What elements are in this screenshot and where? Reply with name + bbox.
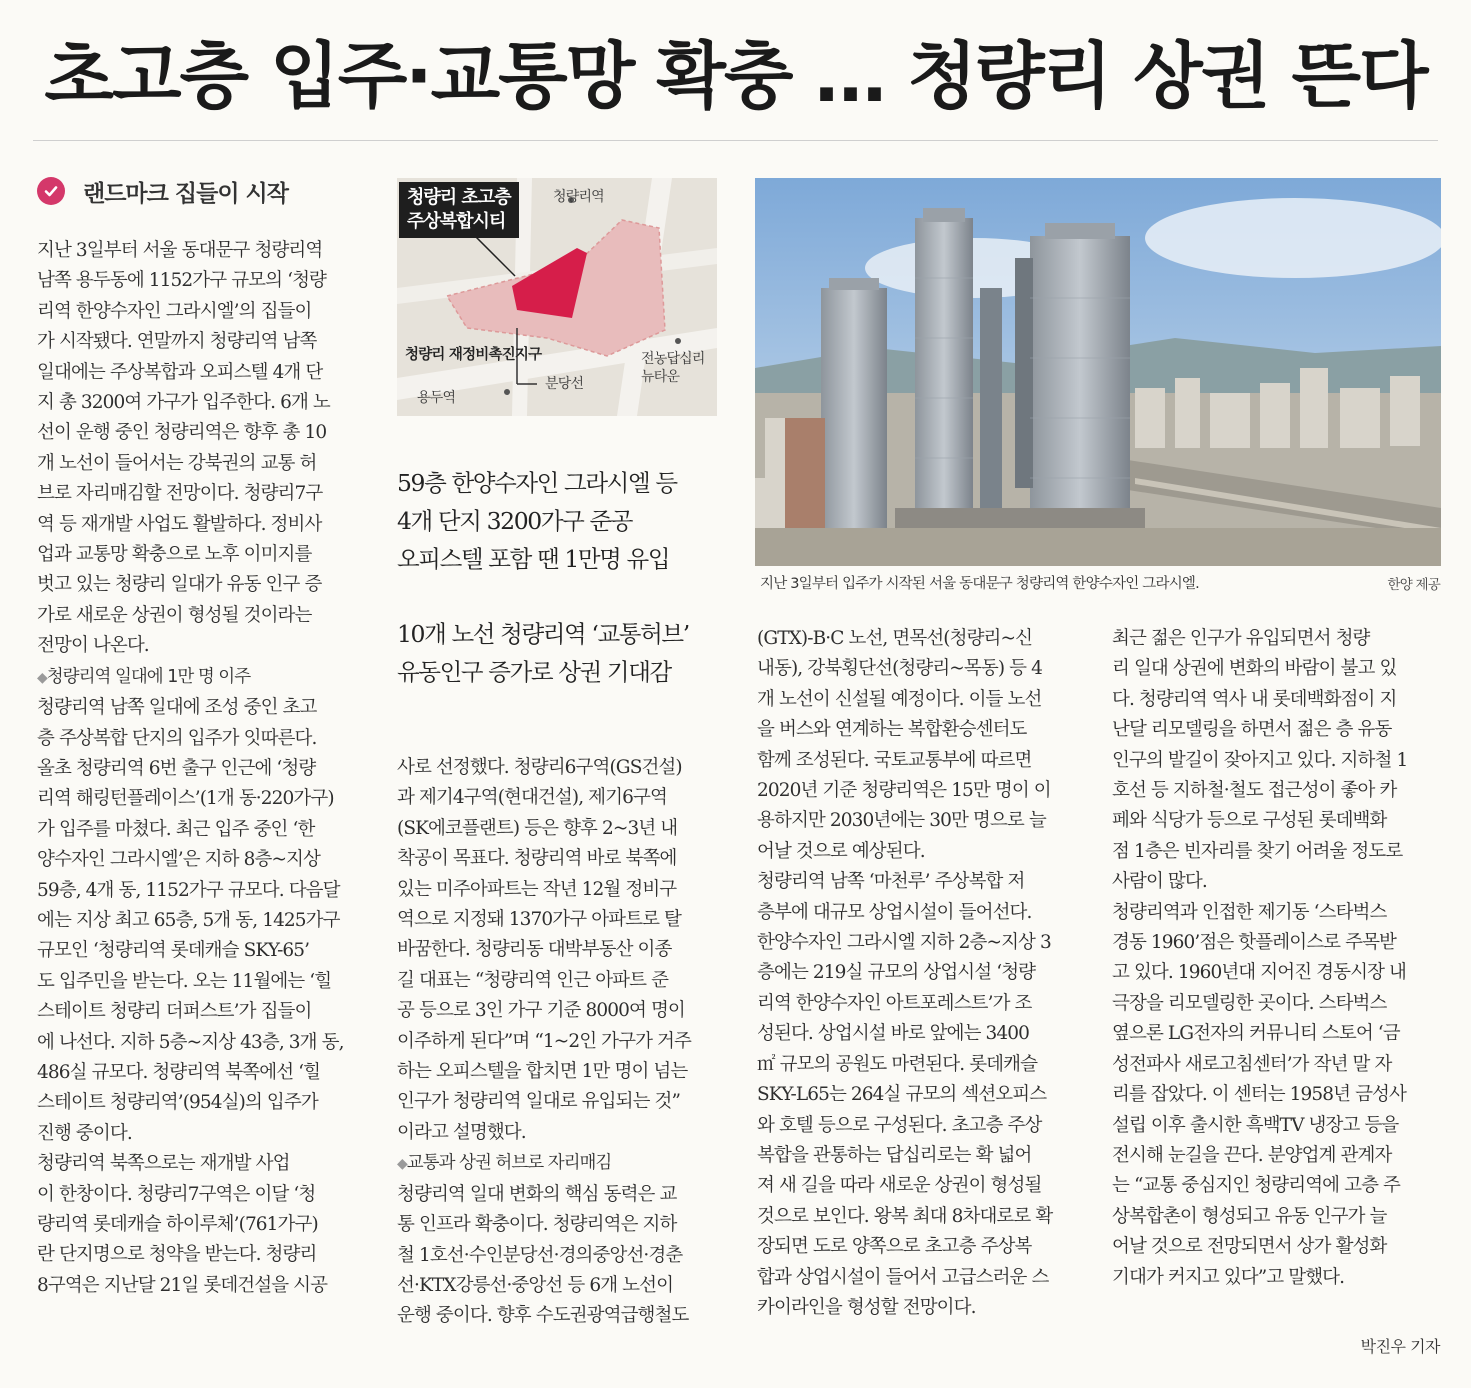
zone-label: 청량리 재정비촉진지구 — [405, 347, 542, 363]
text-line: 점 1층은 빈자리를 찾기 어려울 정도로 — [1112, 840, 1403, 862]
text-line: 져 새 길을 따라 새로운 상권이 형성될 — [757, 1175, 1042, 1197]
photo-caption-text: 지난 3일부터 입주가 시작된 서울 동대문구 청량리역 한양수자인 그라시엘. — [760, 576, 1199, 592]
text-line: 상복합촌이 형성되고 유동 인구가 늘 — [1112, 1205, 1387, 1227]
building-photo — [755, 178, 1441, 566]
text-line: 철 1호선·수인분당선·경의중앙선·경춘 — [397, 1244, 683, 1266]
text-line: (SK에코플랜트) 등은 향후 2~3년 내 — [397, 817, 678, 839]
text-line: 을 버스와 연계하는 복합환승센터도 — [757, 719, 1027, 741]
location-map — [397, 178, 717, 416]
text-line: 는 “교통 중심지인 청량리역에 고층 주 — [1112, 1175, 1401, 1197]
text-line: 성된다. 상업시설 바로 앞에는 3400 — [757, 1023, 1030, 1045]
text-line: 최근 젊은 인구가 유입되면서 청량 — [1112, 628, 1370, 649]
byline: 박진우 기자 — [1360, 1337, 1440, 1356]
text-line: 경동 1960’점은 핫플레이스로 주목받 — [1112, 932, 1397, 954]
text-line: 극장을 리모델링한 곳이다. 스타벅스 — [1112, 992, 1387, 1014]
text-line: 역 등 재개발 사업도 활발하다. 정비사 — [37, 513, 322, 535]
text-line: 선·KTX강릉선·중앙선 등 6개 노선이 — [397, 1274, 674, 1296]
text-line: 일대에는 주상복합과 오피스텔 4개 단 — [37, 361, 323, 383]
text-line: 올초 청량리역 6번 출구 인근에 ‘청량 — [37, 757, 316, 779]
diamond-icon: ◆ — [37, 669, 47, 686]
text-line: ㎡ 규모의 공원도 마련된다. 롯데캐슬 — [757, 1053, 1038, 1075]
text-line: 가로 새로운 상권이 형성될 것이라는 — [37, 604, 312, 626]
article-column-4 — [1112, 624, 1447, 1293]
text-line: 청량리역 남쪽 일대에 조성 중인 초고 — [37, 697, 317, 719]
text-line: 용하지만 2030년에는 30만 명으로 늘 — [757, 810, 1046, 832]
text-line: 바꿈한다. 청량리동 대박부동산 이종 — [397, 939, 672, 961]
subheading: ◆청량리역 일대에 1만 명 이주 — [37, 666, 251, 687]
text-line: 란 단지명으로 청약을 받는다. 청량리 — [37, 1244, 317, 1266]
text-line: 양수자인 그라시엘’은 지하 8층~지상 — [37, 849, 320, 871]
text-line: 도 입주민을 받는다. 오는 11월에는 ‘힐 — [37, 970, 332, 992]
text-line: 하는 오피스텔을 합치면 1만 명이 넘는 — [397, 1061, 688, 1083]
diamond-icon: ◆ — [397, 1156, 407, 1173]
text-line: SKY-L65는 264실 규모의 섹션오피스 — [757, 1084, 1047, 1106]
text-line: 남쪽 용두동에 1152가구 규모의 ‘청량 — [37, 270, 327, 292]
article-column-2 — [397, 753, 732, 1332]
text-line: 개 노선이 들어서는 강북권의 교통 허 — [37, 452, 317, 474]
text-line: 개 노선이 신설될 예정이다. 이들 노선 — [757, 688, 1042, 710]
text-line: 난달 리모델링을 하면서 젊은 층 유동 — [1112, 719, 1392, 741]
headline: 초고층 입주·교통망 확충 … 청량리 상권 뜬다 — [44, 34, 1427, 118]
text-line: 486실 규모다. 청량리역 북쪽에선 ‘힐 — [37, 1061, 321, 1083]
text-line: 인구가 청량리역 일대로 유입되는 것” — [397, 1091, 681, 1113]
text-line: 청량리역과 인접한 제기동 ‘스타벅스 — [1112, 901, 1387, 923]
text-line: 지난 3일부터 서울 동대문구 청량리역 — [37, 240, 323, 261]
text-line: 어날 것으로 전망되면서 상가 활성화 — [1112, 1236, 1387, 1258]
text-line: 2020년 기준 청량리역은 15만 명이 이 — [757, 780, 1051, 802]
photo-credit: 한양 제공 — [1387, 577, 1440, 593]
text-line: 전시해 눈길을 끈다. 분양업계 관계자 — [1112, 1144, 1392, 1166]
text-line: 8구역은 지난달 21일 롯데건설을 시공 — [37, 1274, 328, 1296]
text-line: 이라고 설명했다. — [397, 1121, 526, 1143]
text-line: 리역 해링턴플레이스’(1개 동·220가구) — [37, 788, 334, 810]
check-circle-icon — [37, 177, 65, 205]
text-line: 고 있다. 1960년대 지어진 경동시장 내 — [1112, 962, 1406, 984]
text-line: 운행 중이다. 향후 수도권광역급행철도 — [397, 1305, 689, 1327]
text-line: 페와 식당가 등으로 구성된 롯데백화 — [1112, 810, 1387, 832]
text-line: 스테이트 청량리역’(954실)의 입주가 — [37, 1092, 318, 1114]
text-line: 청량리역 북쪽으로는 재개발 사업 — [37, 1153, 290, 1175]
photo-caption — [760, 572, 1440, 593]
text-line: 규모인 ‘청량리역 롯데캐슬 SKY-65’ — [37, 940, 310, 962]
text-line: 함께 조성된다. 국토교통부에 따르면 — [757, 749, 1032, 771]
article-column-1 — [37, 236, 372, 1301]
section-header — [37, 172, 288, 210]
text-line: 성전파사 새로고침센터’가 작년 말 자 — [1112, 1053, 1392, 1075]
text-line: 설립 이후 출시한 흑백TV 냉장고 등을 — [1112, 1114, 1399, 1136]
text-line: (GTX)-B·C 노선, 면목선(청량리~신 — [757, 628, 1033, 649]
text-line: 이주하게 된다”며 “1~2인 가구가 거주 — [397, 1030, 692, 1052]
text-line: 다. 청량리역 역사 내 롯데백화점이 지 — [1112, 688, 1397, 710]
subheading: ◆교통과 상권 허브로 자리매김 — [397, 1153, 612, 1174]
headline-divider — [33, 140, 1438, 141]
text-line: 청량리역 일대 변화의 핵심 동력은 교 — [397, 1183, 677, 1205]
text-line: 리 일대 상권에 변화의 바람이 불고 있 — [1112, 658, 1397, 680]
text-line: 사람이 많다. — [1112, 871, 1207, 893]
subheadline-line: 4개 단지 3200가구 준공 — [397, 507, 633, 535]
subheadline-line: 유동인구 증가로 상권 기대감 — [397, 658, 671, 686]
text-line: 가 입주를 마쳤다. 최근 입주 중인 ‘한 — [37, 818, 315, 840]
text-line: 인구의 발길이 잦아지고 있다. 지하철 1 — [1112, 749, 1408, 771]
text-line: 내동), 강북횡단선(청량리~목동) 등 4 — [757, 658, 1042, 680]
text-line: 한양수자인 그라시엘 지하 2층~지상 3 — [757, 932, 1051, 954]
text-line: 이 한창이다. 청량리7구역은 이달 ‘청 — [37, 1183, 316, 1205]
text-line: 스테이트 청량리 더퍼스트’가 집들이 — [37, 1001, 312, 1023]
text-line: 리를 잡았다. 이 센터는 1958년 금성사 — [1112, 1084, 1406, 1106]
text-line: 에 나선다. 지하 5층~지상 43층, 3개 동, — [37, 1031, 344, 1053]
text-line: 선이 운행 중인 청량리역은 향후 총 10 — [37, 422, 327, 444]
text-line: 벗고 있는 청량리 일대가 유동 인구 증 — [37, 574, 322, 596]
subheadline-2 — [397, 615, 689, 691]
text-line: 59층, 4개 동, 1152가구 규모다. 다음달 — [37, 879, 340, 901]
section-label: 랜드마크 집들이 시작 — [83, 180, 288, 207]
text-line: 기대가 커지고 있다”고 말했다. — [1112, 1266, 1345, 1288]
line-label: 분당선 — [545, 376, 584, 392]
text-line: 진행 중이다. — [37, 1122, 132, 1144]
text-line: 옆으론 LG전자의 커뮤니티 스토어 ‘금 — [1112, 1023, 1400, 1045]
text-line: 에는 지상 최고 65층, 5개 동, 1425가구 — [37, 909, 340, 931]
text-line: 리역 한양수자인 그라시엘’의 집들이 — [37, 300, 312, 322]
subheadline-line: 오피스텔 포함 땐 1만명 유입 — [397, 545, 670, 573]
article-column-3 — [757, 624, 1092, 1323]
station-label: 청량리역 — [553, 189, 604, 205]
text-line: 층에는 219실 규모의 상업시설 ‘청량 — [757, 962, 1036, 984]
text-line: 사로 선정했다. 청량리6구역(GS건설) — [397, 757, 682, 778]
text-line: 역으로 지정돼 1370가구 아파트로 탈 — [397, 909, 682, 931]
text-line: 업과 교통망 확충으로 노후 이미지를 — [37, 544, 312, 566]
text-line: 어날 것으로 예상된다. — [757, 840, 925, 862]
text-line: 와 호텔 등으로 구성된다. 초고층 주상 — [757, 1114, 1042, 1136]
text-line: 합과 상업시설이 들어서 고급스러운 스 — [757, 1266, 1049, 1288]
text-line: 통 인프라 확충이다. 청량리역은 지하 — [397, 1214, 677, 1236]
text-line: 지 총 3200여 가구가 입주한다. 6개 노 — [37, 392, 330, 414]
text-line: 량리역 롯데캐슬 하이루체’(761가구) — [37, 1214, 318, 1235]
text-line: 장되면 도로 양쪽으로 초고층 주상복 — [757, 1236, 1032, 1258]
text-line: 카이라인을 형성할 전망이다. — [757, 1296, 976, 1318]
text-line: 과 제기4구역(현대건설), 제기6구역 — [397, 787, 667, 809]
newtown-label: 전농답십리 뉴타운 — [641, 351, 705, 385]
text-line: 층부에 대규모 상업시설이 들어선다. — [757, 901, 1032, 923]
text-line: 호선 등 지하철·철도 접근성이 좋아 카 — [1112, 780, 1397, 802]
text-line: 복합을 관통하는 답십리로는 확 넓어 — [757, 1144, 1032, 1166]
text-line: 층 주상복합 단지의 입주가 잇따른다. — [37, 727, 317, 749]
text-line: 있는 미주아파트는 작년 12월 정비구 — [397, 878, 677, 900]
text-line: 브로 자리매김할 전망이다. 청량리7구 — [37, 483, 323, 505]
text-line: 전망이 나온다. — [37, 635, 149, 657]
text-line: 착공이 목표다. 청량리역 바로 북쪽에 — [397, 848, 677, 870]
yongdu-station-label: 용두역 — [417, 390, 456, 406]
text-line: 공 등으로 3인 가구 기준 8000여 명이 — [397, 1000, 685, 1022]
text-line: 리역 한양수자인 아트포레스트’가 조 — [757, 992, 1032, 1014]
text-line: 길 대표는 “청량리역 인근 아파트 준 — [397, 969, 669, 991]
subheadline-1 — [397, 464, 677, 578]
subheadline-line: 10개 노선 청량리역 ‘교통허브’ — [397, 620, 689, 648]
subheadline-line: 59층 한양수자인 그라시엘 등 — [397, 469, 677, 497]
text-line: 것으로 보인다. 왕복 최대 8차대로로 확 — [757, 1205, 1053, 1227]
text-line: 가 시작됐다. 연말까지 청량리역 남쪽 — [37, 331, 317, 353]
map-title-tag: 청량리 초고층 주상복합시티 — [399, 182, 519, 238]
text-line: 청량리역 남쪽 ‘마천루’ 주상복합 저 — [757, 871, 1025, 893]
